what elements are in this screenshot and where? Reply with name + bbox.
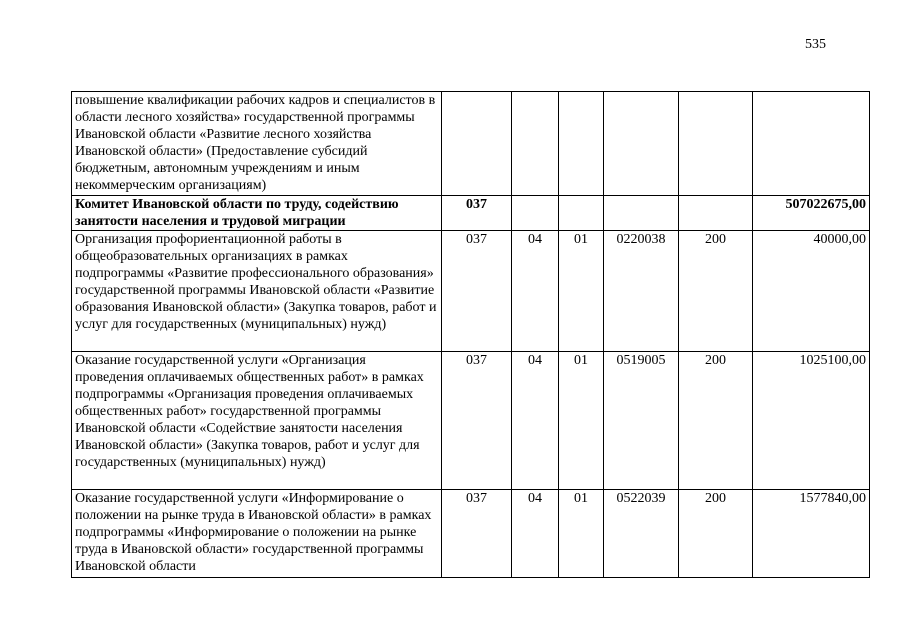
row-amount: 1577840,00: [753, 490, 870, 578]
budget-table: [71, 91, 870, 578]
subsection-code: 01: [559, 231, 604, 352]
ministry-code: [442, 92, 512, 196]
section-code: [512, 196, 559, 231]
ministry-code: 037: [442, 490, 512, 578]
subsection-code: [559, 92, 604, 196]
row-description: Оказание государственной услуги «Информирование о положении на рынке труда в Ивановской области» в рамках подпрограммы «Информирование о положении на рынке труда в Ивановской области» государственной программы Ивановской области: [72, 490, 442, 578]
row-description: Оказание государственной услуги «Организация проведения оплачиваемых общественных работ» в рамках подпрограммы «Организация проведения оплачиваемых общественных работ» государственной программы Ивановской области «Содействие занятости населения Ивановской области» (Закупка товаров, работ и услуг для государственных (муниципальных) нужд): [72, 352, 442, 490]
row-amount: [753, 92, 870, 196]
expense-type-code: 200: [679, 490, 753, 578]
section-code: [512, 92, 559, 196]
ministry-code: 037: [442, 196, 512, 231]
row-description: повышение квалификации рабочих кадров и специалистов в области лесного хозяйства» государственной программы Ивановской области «Развитие лесного хозяйства Ивановской области» (Предоставление субсидий бюджетным, автономным учреждениям и иным некоммерческим организациям): [72, 92, 442, 196]
subsection-code: 01: [559, 352, 604, 490]
subsection-code: 01: [559, 490, 604, 578]
expense-type-code: 200: [679, 352, 753, 490]
target-code: 0220038: [604, 231, 679, 352]
row-description: Комитет Ивановской области по труду, содействию занятости населения и трудовой миграции: [72, 196, 442, 231]
row-amount: 40000,00: [753, 231, 870, 352]
table-row: [72, 196, 870, 231]
section-code: 04: [512, 352, 559, 490]
section-code: 04: [512, 231, 559, 352]
row-amount: 1025100,00: [753, 352, 870, 490]
expense-type-code: [679, 92, 753, 196]
expense-type-code: 200: [679, 231, 753, 352]
table-row: [72, 352, 870, 490]
table-row: [72, 490, 870, 578]
expense-type-code: [679, 196, 753, 231]
section-code: 04: [512, 490, 559, 578]
table-row: [72, 92, 870, 196]
row-description: Организация профориентационной работы в общеобразовательных организациях в рамках подпрограммы «Развитие профессионального образования» государственной программы Ивановской области «Развитие образования Ивановской области» (Закупка товаров, работ и услуг для государственных (муниципальных) нужд): [72, 231, 442, 352]
subsection-code: [559, 196, 604, 231]
row-amount: 507022675,00: [753, 196, 870, 231]
ministry-code: 037: [442, 352, 512, 490]
page-number: 535: [805, 37, 826, 52]
target-code: [604, 92, 679, 196]
table-row: [72, 231, 870, 352]
ministry-code: 037: [442, 231, 512, 352]
target-code: [604, 196, 679, 231]
target-code: 0522039: [604, 490, 679, 578]
target-code: 0519005: [604, 352, 679, 490]
